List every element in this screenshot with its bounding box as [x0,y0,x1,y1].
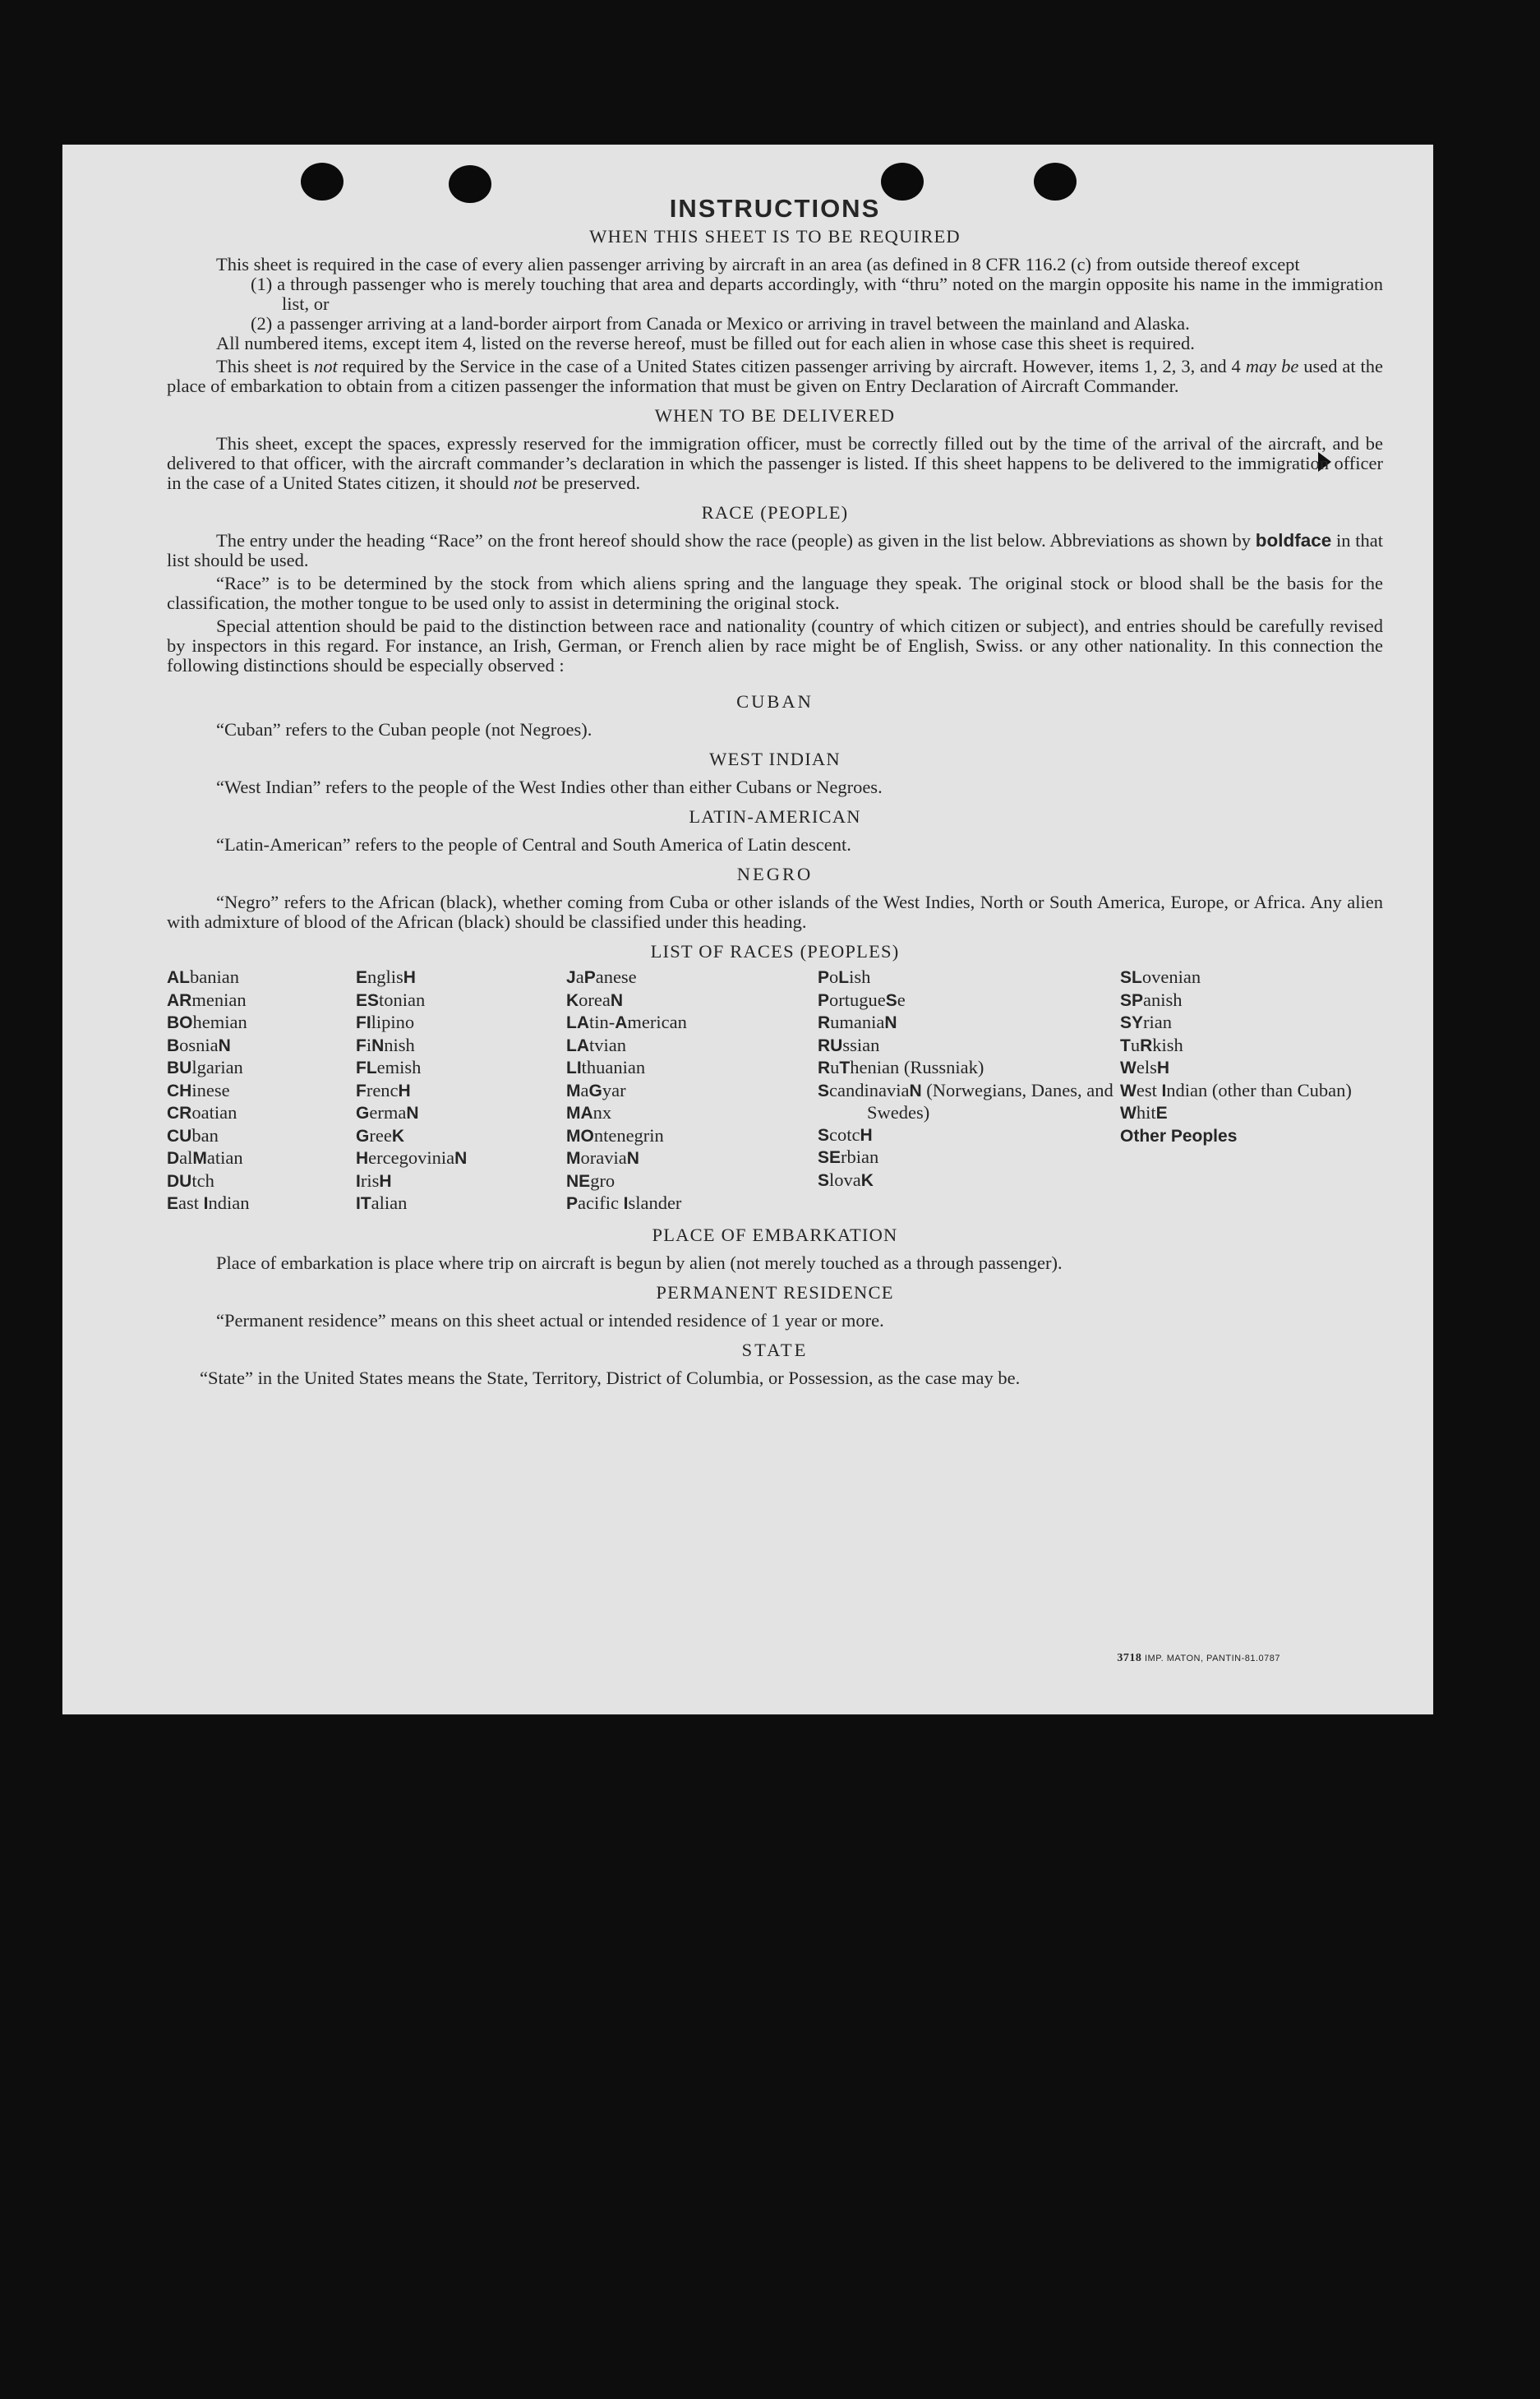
paragraph-race-3: Special attention should be paid to the distinction between race and nationality (country of which citizen or subject), and entries should be carefully revised by inspectors in this regard. For instance, an Irish, German, or French alien by race might be of English, Swiss. or any other nationality. In this connection the following distinctions should be especially observed : [167,616,1383,676]
heading-list-of-races: LIST OF RACES (PEOPLES) [650,941,900,962]
race-item: MAnx [566,1102,612,1123]
race-item: LIthuanian [566,1057,646,1077]
race-item: EnglisH [356,967,416,987]
race-item: ScotcH [818,1123,873,1145]
paragraph-race-2: “Race” is to be determined by the stock from which aliens spring and the language they speak. The original stock or blood shall be the basis for the classification, the mother tongue to be used only to assist in determining the original stock. [167,573,1383,613]
race-item: West Indian (other than Cuban) [1120,1079,1352,1100]
race-item: IrisH [356,1170,392,1191]
race-item: WelsH [1120,1057,1169,1077]
printer-imprint: 3718 IMP. MATON, PANTIN-81.0787 [1117,1652,1280,1664]
race-item: NEgro [566,1170,616,1191]
race-item: TuRkish [1120,1034,1183,1055]
race-item: RUssian [818,1034,880,1055]
race-item: SPanish [1120,989,1183,1010]
races-column-3 [566,967,818,1216]
paragraph-negro: “Negro” refers to the African (black), whether coming from Cuba or other islands of the West Indies, North or South America, Europe, or Africa. Any alien with admixture of blood of the African (black) should be classified under this heading. [167,892,1383,932]
heading-race: RACE (PEOPLE) [701,502,849,523]
race-item: KoreaN [566,989,624,1010]
paragraph-latin-american: “Latin-American” refers to the people of Central and South America of Latin descent. [216,834,851,855]
race-item: ScandinaviaN (Norwegians, Danes, and Swedes) [818,1079,1114,1123]
exception-2: (2) a passenger arriving at a land-border airport from Canada or Mexico or arriving in travel between the mainland and Alaska. [251,313,1190,334]
race-item: MaGyar [566,1079,626,1100]
heading-cuban: CUBAN [736,691,814,712]
paragraph-embarkation: Place of embarkation is place where trip on aircraft is begun by alien (not merely touched as a through passenger). [216,1252,1063,1273]
race-item: BosniaN [167,1034,231,1055]
paragraph-citizen: This sheet is not required by the Service in the case of a United States citizen passenger arriving by aircraft. However, items 1, 2, 3, and 4 may be used at the place of embarkation to obtain from a citizen passenger the information that must be given on Entry Declaration of Aircraft Commander. [167,356,1384,396]
race-item: LAtin-American [566,1012,687,1032]
race-item: SLovenian [1120,967,1201,987]
paragraph-race-1: The entry under the heading “Race” on the front hereof should show the race (people) as given in the list below. Abbreviations as shown by boldface in that list should be used. [167,530,1384,570]
race-item: WhitE [1120,1102,1168,1123]
race-item: CHinese [167,1079,230,1100]
paragraph-state: “State” in the United States means the State, Territory, District of Columbia, or Possession, as the case may be. [200,1367,1021,1388]
race-item: MOntenegrin [566,1124,664,1146]
races-column-5 [1120,967,1383,1216]
paragraph-intro: This sheet is required in the case of every alien passenger arriving by aircraft in an area (as defined in 8 CFR 116.2 (c) from outside thereof except [216,254,1300,275]
race-item: SlovaK [818,1169,874,1190]
heading-west-indian: WEST INDIAN [709,749,841,769]
heading-embarkation: PLACE OF EMBARKATION [652,1224,898,1245]
instructions-content [167,194,1383,1388]
race-item: SErbian [818,1146,879,1167]
race-item: BUlgarian [167,1057,243,1077]
races-column-1 [167,967,356,1216]
paragraph-cuban: “Cuban” refers to the Cuban people (not Negroes). [216,719,592,740]
document-sheet [62,145,1433,1714]
race-item: DalMatian [167,1147,243,1168]
race-item: RuThenian (Russniak) [818,1057,984,1077]
race-item: CRoatian [167,1102,237,1123]
races-column-4 [818,967,1120,1216]
race-item: GermaN [356,1102,419,1123]
race-item: ARmenian [167,989,247,1010]
paragraph-west-indian: “West Indian” refers to the people of the West Indies other than either Cubans or Negroes. [216,777,883,797]
heading-permanent-residence: PERMANENT RESIDENCE [656,1281,894,1303]
race-item: ITalian [356,1193,408,1213]
race-item: FLemish [356,1057,422,1077]
heading-when-required: WHEN THIS SHEET IS TO BE REQUIRED [589,226,961,247]
heading-when-delivered: WHEN TO BE DELIVERED [654,405,896,426]
race-item: East Indian [167,1193,250,1213]
race-item: PortugueSe [818,989,906,1010]
paragraph-numbered-items: All numbered items, except item 4, listed on the reverse hereof, must be filled out for each alien in whose case this sheet is required. [216,333,1195,353]
paragraph-permanent-residence: “Permanent residence” means on this sheet actual or intended residence of 1 year or more. [216,1309,884,1331]
race-item: Other Peoples [1120,1126,1238,1146]
race-item: FIlipino [356,1012,415,1032]
race-item: Pacific Islander [566,1193,682,1213]
races-list [167,967,1383,1216]
race-item: DUtch [167,1170,214,1191]
race-item: FiNnish [356,1034,415,1055]
race-item: RumaniaN [818,1012,897,1032]
race-item: EStonian [356,989,426,1010]
race-item: HercegoviniaN [356,1147,468,1168]
page-title: INSTRUCTIONS [669,194,881,223]
races-column-2 [356,967,566,1216]
race-item: PoLish [818,967,871,987]
race-item: FrencH [356,1079,411,1100]
race-item: GreeK [356,1124,404,1146]
heading-state: STATE [741,1339,809,1360]
paragraph-delivered: This sheet, except the spaces, expressly reserved for the immigration officer, must be correctly filled out by the time of the arrival of the aircraft, and be delivered to that officer, with the aircraft commander’s declaration in which the passenger is listed. If this sheet happens to be delivered to the immigration officer in the case of a United States citizen, it should not be preserved. [167,433,1383,493]
race-item: LAtvian [566,1034,626,1055]
race-item: JaPanese [566,967,637,987]
heading-negro: NEGRO [736,864,814,884]
race-item: ALbanian [167,967,239,987]
race-item: MoraviaN [566,1147,639,1168]
race-item: BOhemian [167,1012,247,1032]
heading-latin-american: LATIN-AMERICAN [689,806,861,827]
race-item: SYrian [1120,1012,1172,1032]
race-item: CUban [167,1124,219,1146]
exception-1: (1) a through passenger who is merely touching that area and departs accordingly, with “thru” noted on the margin opposite his name in the immigration list, or [251,274,1383,314]
